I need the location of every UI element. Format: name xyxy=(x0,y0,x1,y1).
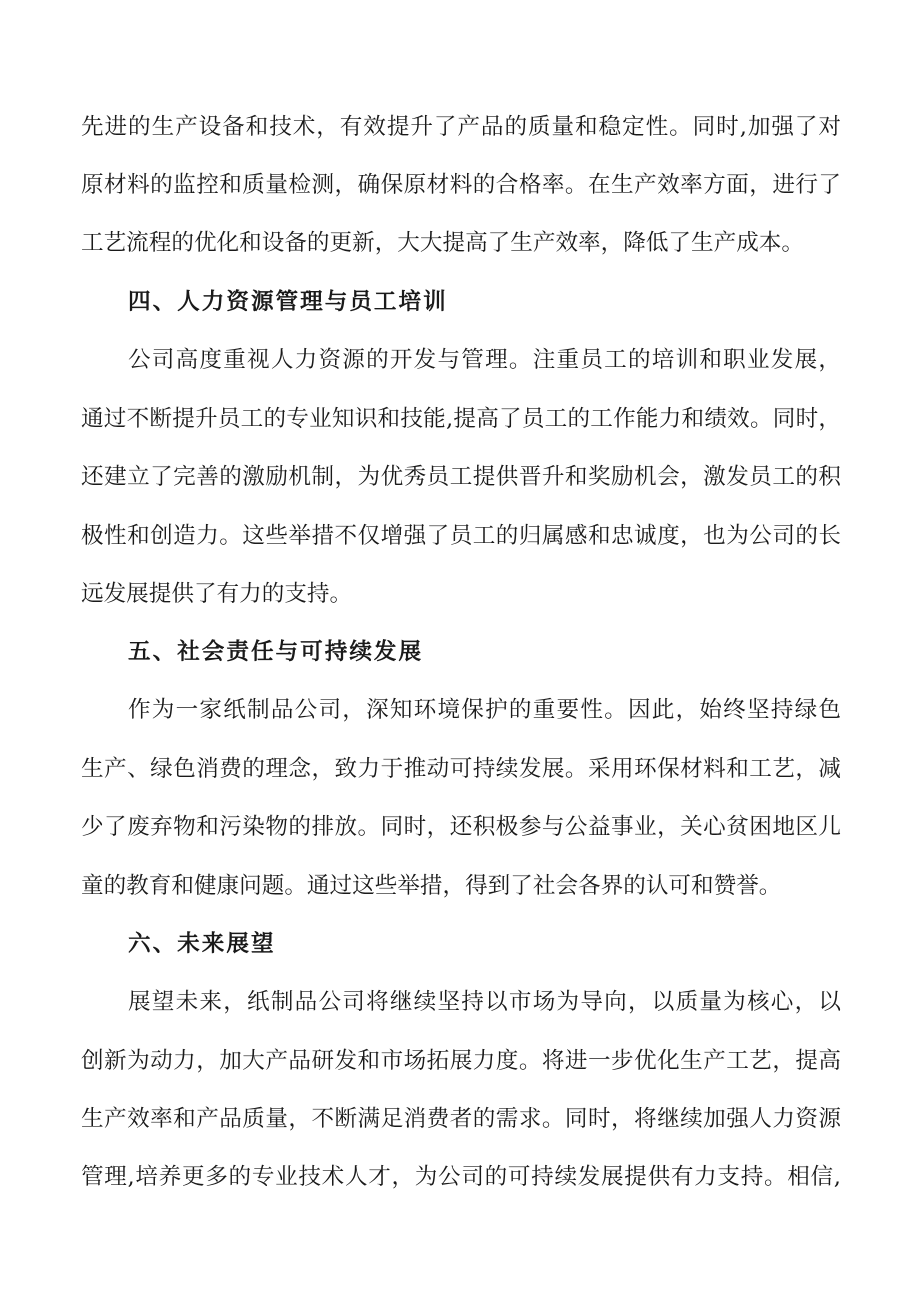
paragraph-line: 通过不断提升员工的专业知识和技能,提高了员工的工作能力和绩效。同时， xyxy=(81,406,841,432)
paragraph-line: 还建立了完善的激励机制，为优秀员工提供晋升和奖励机会，激发员工的积 xyxy=(81,464,841,490)
paragraph-line: 极性和创造力。这些举措不仅增强了员工的归属感和忠诚度，也为公司的长 xyxy=(81,523,841,549)
paragraph-line: 生产、绿色消费的理念，致力于推动可持续发展。采用环保材料和工艺，减 xyxy=(81,756,841,782)
paragraph-line: 远发展提供了有力的支持。 xyxy=(81,581,353,607)
paragraph-line: 展望未来，纸制品公司将继续坚持以市场为导向，以质量为核心，以 xyxy=(128,989,841,1015)
section-heading-5: 五、社会责任与可持续发展 xyxy=(128,639,424,665)
paragraph-line: 工艺流程的优化和设备的更新，大大提高了生产效率，降低了生产成本。 xyxy=(81,230,804,256)
section-heading-6: 六、未来展望 xyxy=(128,931,276,957)
paragraph-line: 生产效率和产品质量，不断满足消费者的需求。同时，将继续加强人力资源 xyxy=(81,1106,841,1132)
paragraph-line: 先进的生产设备和技术，有效提升了产品的质量和稳定性。同时,加强了对 xyxy=(81,114,841,140)
paragraph-line: 原材料的监控和质量检测，确保原材料的合格率。在生产效率方面，进行了 xyxy=(81,172,841,198)
paragraph-line: 公司高度重视人力资源的开发与管理。注重员工的培训和职业发展， xyxy=(128,347,841,373)
section-heading-4: 四、人力资源管理与员工培训 xyxy=(128,289,448,315)
paragraph-line: 少了废弃物和污染物的排放。同时，还积极参与公益事业，关心贫困地区儿 xyxy=(81,814,841,840)
paragraph-line: 管理,培养更多的专业技术人才，为公司的可持续发展提供有力支持。相信, xyxy=(81,1164,841,1190)
paragraph-line: 作为一家纸制品公司，深知环境保护的重要性。因此，始终坚持绿色 xyxy=(128,697,841,723)
paragraph-line: 创新为动力，加大产品研发和市场拓展力度。将进一步优化生产工艺，提高 xyxy=(81,1048,841,1074)
paragraph-line: 童的教育和健康问题。通过这些举措，得到了社会各界的认可和赞誉。 xyxy=(81,873,782,899)
